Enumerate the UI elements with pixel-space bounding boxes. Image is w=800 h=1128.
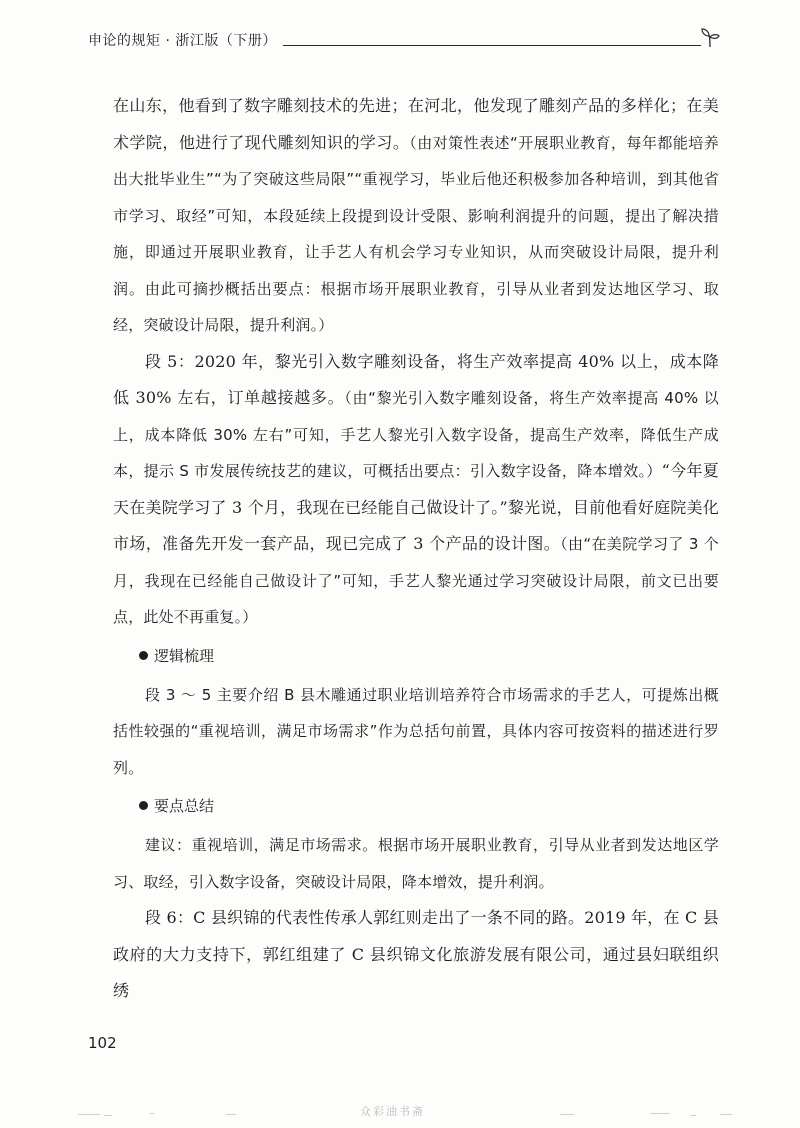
- paragraph-6: 段 6：C 县织锦的代表性传承人郭红则走出了一条不同的路。2019 年，在 C 县政府的大力支持下，郭红组建了 C 县织锦文化旅游发展有限公司，通过县妇联组织绣: [113, 908, 719, 1000]
- page-number: 102: [88, 1034, 117, 1052]
- sprout-icon: [697, 25, 723, 51]
- paragraph-5: [113, 344, 719, 636]
- analysis-note: （由对策性表述“开展职业教育，每年都能培养出大批毕业生”“为了突破这些局限”“重视学习，毕业后他还积极参加各种培训，到其他省市学习、取经”可知，本段延续上段提到设计受限、影响利润提升的问题，提出了解决措施，即通过开展职业教育，让手艺人有机会学习专业知识，从而突破设计局限，提升利润。由此可摘抄概括出要点：根据市场开展职业教育，引导从业者到发达地区学习、取经，突破设计局限，提升利润。）: [113, 133, 719, 334]
- footer-watermark: 众彩油书斋: [360, 1105, 425, 1118]
- section-heading-text: 逻辑梳理: [154, 646, 215, 665]
- source-text: 在山东，他看到了数字雕刻技术的先进；在河北，他发现了雕刻产品的多样化；在美术学院，他进行了现代雕刻知识的学习。: [113, 96, 719, 152]
- body-text: [113, 88, 719, 1010]
- section-heading-text: 要点总结: [154, 797, 215, 815]
- analysis-note: （由“黎光引入数字雕刻设备，将生产效率提高 40% 以上，成本降低 30% 左右”可知，手艺人黎光引入数字设备，提高生产效率，降低生产成本，提示 S 市发展传统技艺的建议，可概括出要点：引入数字设备，降本增效。）: [113, 389, 719, 480]
- header-rule: [283, 45, 701, 46]
- running-header: [88, 28, 723, 52]
- bullet-dot-icon: [139, 801, 148, 810]
- source-text: 段 5：2020 年，黎光引入数字雕刻设备，将生产效率提高 40% 以上，成本降低 30% 左右，订单越接越多。: [113, 351, 719, 407]
- analysis-note: （由“在美院学习了 3 个月，我现在已经能自己做设计了”可知，手艺人黎光通过学习突破设计局限，前文已出要点，此处不再重复。）: [113, 535, 720, 626]
- logic-paragraph: 段 3 ～ 5 主要介绍 B 县木雕通过职业培训培养符合市场需求的手艺人，可提炼出概括性较强的“重视培训，满足市场需求”作为总括句前置，具体内容可按资料的描述进行罗列。: [113, 685, 719, 777]
- summary-paragraph: 建议：重视培训，满足市场需求。根据市场开展职业教育，引导从业者到发达地区学习、取经，引入数字设备，突破设计局限，降本增效，提升利润。: [113, 836, 719, 891]
- section-heading-summary: [113, 788, 719, 825]
- paragraph-continuation: [113, 88, 719, 344]
- bullet-dot-icon: [139, 651, 148, 660]
- header-title: 申论的规矩 · 浙江版（下册）: [88, 33, 277, 49]
- source-text: “今年夏天在美院学习了 3 个月，我现在已经能自己做设计了。”黎光说，目前他看好庭院美化市场，准备先开发一套产品，现已完成了 3 个产品的设计图。: [113, 461, 719, 553]
- section-heading-logic: [113, 638, 719, 675]
